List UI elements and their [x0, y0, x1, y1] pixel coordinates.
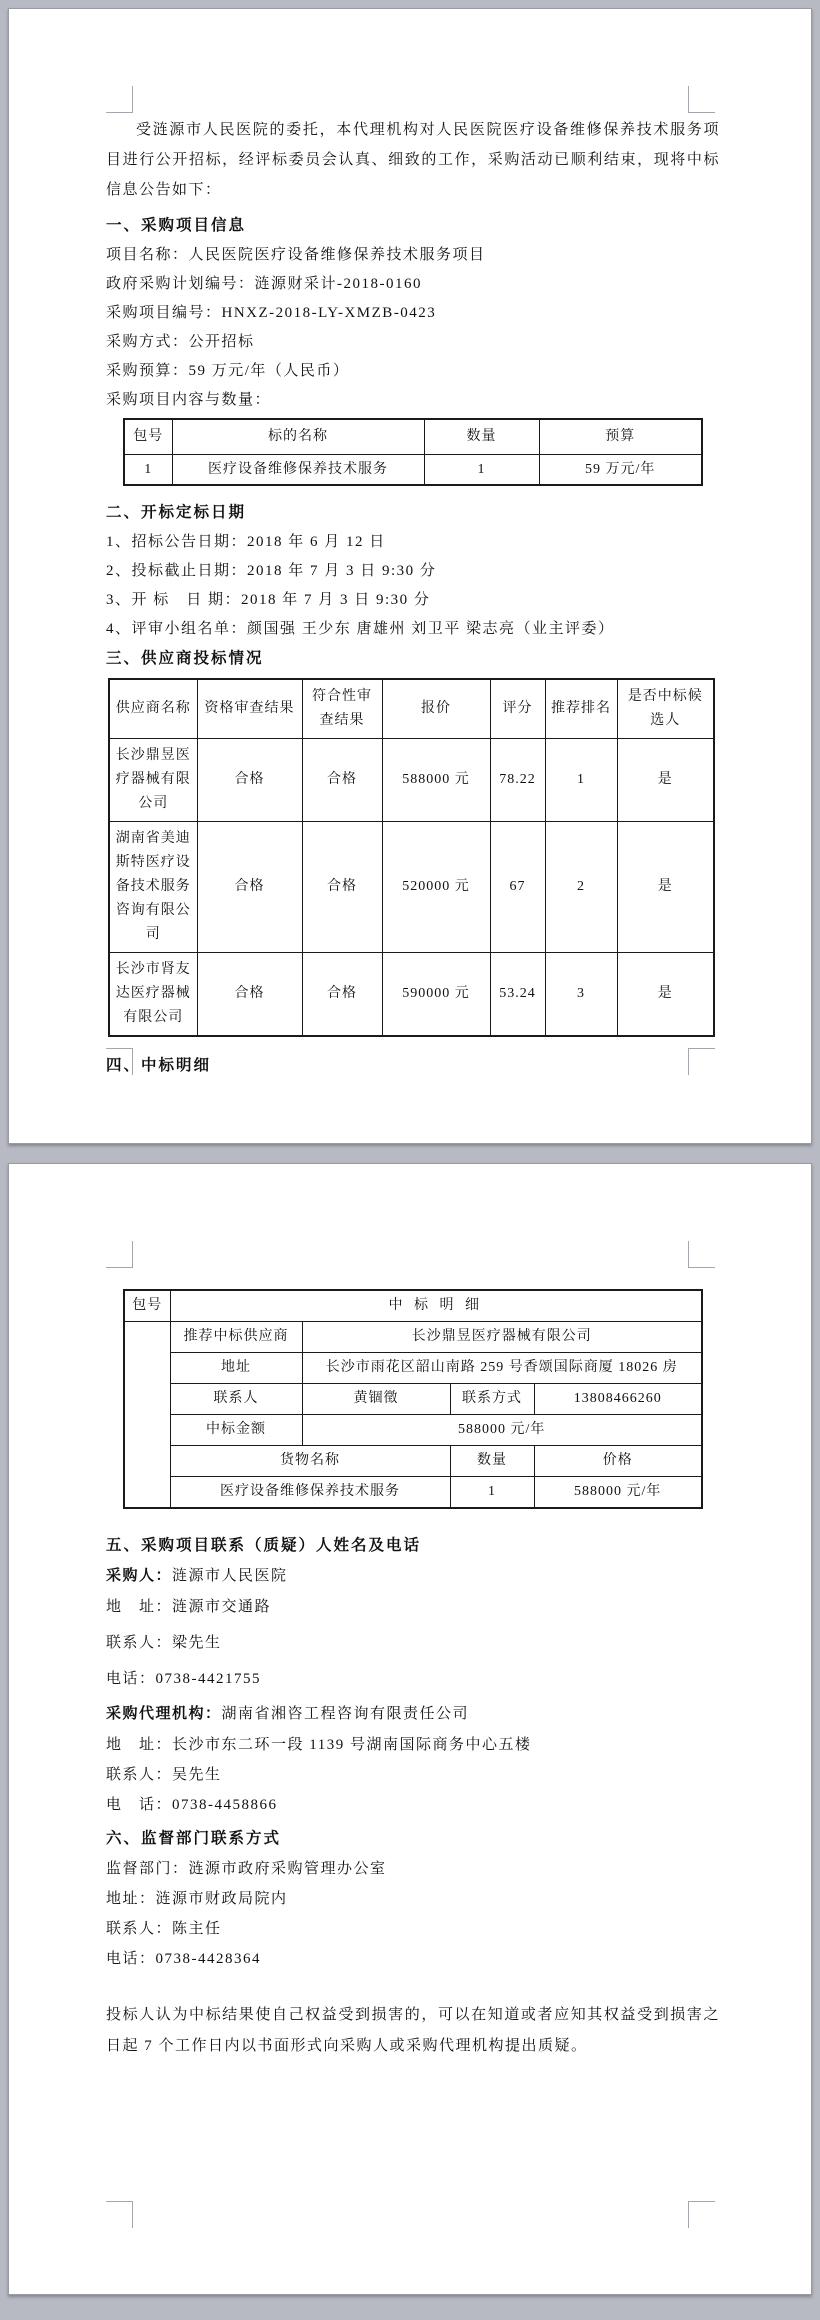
field-label: 电 话： [106, 1797, 173, 1813]
header-cell: 评分 [490, 679, 545, 739]
bid-opening-date-line: 3、开 标 日 期：2018 年 7 月 3 日 9:30 分 [106, 592, 431, 608]
field-label: 联系人： [106, 1635, 173, 1651]
document-page-2 [8, 1163, 812, 2295]
section-2-heading: 二、开标定标日期 [106, 504, 247, 521]
gov-plan-number-line: 政府采购计划编号：涟源财采计-2018-0160 [106, 276, 422, 292]
price-header-cell: 价格 [534, 1446, 702, 1477]
table-cell: 合格 [302, 822, 382, 953]
supervisor-phone-line [106, 1944, 720, 1974]
award-amount-cell: 588000 元/年 [302, 1415, 702, 1446]
supplier-name-cell: 湖南省美迪斯特医疗设备技术服务咨询有限公司 [109, 822, 197, 953]
review-panel-line: 4、评审小组名单：颜国强 王少东 唐雄州 刘卫平 梁志亮（业主评委） [106, 621, 615, 637]
field-label: 地 址： [106, 1737, 173, 1753]
table-cell: 53.24 [490, 953, 545, 1037]
table-cell: 588000 元 [382, 739, 490, 822]
field-label: 采购代理机构： [106, 1706, 222, 1722]
field-label: 地 址： [106, 1599, 173, 1615]
header-cell: 报价 [382, 679, 490, 739]
agency-phone-line [106, 1790, 720, 1820]
section-5-heading: 五、采购项目联系（质疑）人姓名及电话 [106, 1537, 422, 1554]
field-value: 梁先生 [172, 1635, 222, 1651]
field-label: 联系人： [106, 1921, 173, 1937]
table-row [124, 455, 702, 486]
awarded-supplier-cell: 长沙鼎昱医疗器械有限公司 [302, 1322, 702, 1353]
field-value: 吴先生 [172, 1767, 222, 1783]
margin-mark-bottom-right [688, 2201, 715, 2228]
table-cell: 2 [545, 822, 617, 953]
header-cell: 数量 [424, 419, 539, 455]
project-number-line: 采购项目编号：HNXZ-2018-LY-XMZB-0423 [106, 305, 437, 321]
page-1-content [9, 9, 811, 1081]
field-value: 0738-4421755 [155, 1671, 262, 1687]
package-number-cell: 包号 [124, 1290, 170, 1322]
table-row [109, 822, 714, 953]
field-label: 电话： [106, 1671, 156, 1687]
goods-price-cell: 588000 元/年 [534, 1477, 702, 1509]
goods-qty-cell: 1 [450, 1477, 534, 1509]
label-cell: 推荐中标供应商 [170, 1322, 302, 1353]
table-cell: 1 [424, 455, 539, 486]
purchaser-line [106, 1561, 720, 1592]
label-cell: 地址 [170, 1353, 302, 1384]
goods-name-cell: 医疗设备维修保养技术服务 [170, 1477, 450, 1509]
table-cell: 是 [617, 739, 714, 822]
goods-name-header-cell: 货物名称 [170, 1446, 450, 1477]
table-cell: 520000 元 [382, 822, 490, 953]
table-row [124, 1415, 702, 1446]
table-cell: 医疗设备维修保养技术服务 [172, 455, 424, 486]
supervisor-contact-line [106, 1914, 720, 1944]
table-cell: 是 [617, 953, 714, 1037]
field-label: 联系人： [106, 1767, 173, 1783]
agency-address-line [106, 1730, 720, 1760]
table-cell: 59 万元/年 [539, 455, 702, 486]
intro-paragraph: 受涟源市人民医院的委托，本代理机构对人民医院医疗设备维修保养技术服务项目进行公开招标，经评标委员会认真、细致的工作，采购活动已顺利结束，现将中标信息公告如下： [106, 122, 720, 198]
table-row [124, 1446, 702, 1477]
table-cell: 合格 [302, 739, 382, 822]
package-number-value-cell [124, 1322, 170, 1509]
award-title-cell: 中 标 明 细 [170, 1290, 702, 1322]
label-cell: 联系方式 [450, 1384, 534, 1415]
header-cell: 推荐排名 [545, 679, 617, 739]
field-value: 涟源市人民医院 [172, 1568, 288, 1584]
table-row [124, 1353, 702, 1384]
table-row [109, 739, 714, 822]
project-name-line: 项目名称：人民医院医疗设备维修保养技术服务项目 [106, 247, 486, 263]
table-header-row [124, 1290, 702, 1322]
supplier-name-cell: 长沙鼎昱医疗器械有限公司 [109, 739, 197, 822]
label-cell: 中标金额 [170, 1415, 302, 1446]
section-1-heading: 一、采购项目信息 [106, 217, 247, 234]
field-value: 长沙市东二环一段 1139 号湖南国际商务中心五楼 [172, 1737, 532, 1753]
supervisor-dept-line [106, 1854, 720, 1884]
field-value: 涟源市政府采购管理办公室 [188, 1861, 387, 1877]
document-page-1 [8, 8, 812, 1144]
field-value: 0738-4458866 [172, 1797, 278, 1813]
table-cell: 1 [124, 455, 172, 486]
purchaser-phone-line [106, 1663, 720, 1695]
announcement-date-line: 1、招标公告日期：2018 年 6 月 12 日 [106, 534, 386, 550]
header-cell: 预算 [539, 419, 702, 455]
field-label: 采购人： [106, 1568, 173, 1584]
header-cell: 标的名称 [172, 419, 424, 455]
table-cell: 67 [490, 822, 545, 953]
purchaser-contact-line [106, 1627, 720, 1659]
label-cell: 联系人 [170, 1384, 302, 1415]
field-label: 监督部门： [106, 1861, 189, 1877]
content-quantity-line: 采购项目内容与数量： [106, 392, 272, 408]
section-6-heading: 六、监督部门联系方式 [106, 1830, 282, 1847]
table-row [124, 1477, 702, 1509]
field-value: 湖南省湘咨工程咨询有限责任公司 [221, 1706, 470, 1722]
header-cell: 资格审查结果 [197, 679, 302, 739]
supervisor-address-line [106, 1884, 720, 1914]
contact-phone-cell: 13808466260 [534, 1384, 702, 1415]
supplier-bid-table [108, 678, 715, 1037]
table-cell: 合格 [197, 739, 302, 822]
table-cell: 合格 [197, 822, 302, 953]
table-cell: 1 [545, 739, 617, 822]
table-header-row [109, 679, 714, 739]
section-3-heading: 三、供应商投标情况 [106, 650, 264, 667]
table-cell: 合格 [302, 953, 382, 1037]
table-cell: 是 [617, 822, 714, 953]
margin-mark-bottom-left [106, 2201, 133, 2228]
section-4-heading: 四、中标明细 [106, 1057, 212, 1074]
qty-header-cell: 数量 [450, 1446, 534, 1477]
objection-notice-paragraph: 投标人认为中标结果使自己权益受到损害的，可以在知道或者应知其权益受到损害之日起 7 个工作日内以书面形式向采购人或采购代理机构提出质疑。 [106, 2007, 720, 2054]
header-cell: 包号 [124, 419, 172, 455]
contact-name-cell: 黄锢徵 [302, 1384, 450, 1415]
purchaser-address-line [106, 1592, 720, 1623]
package-table [123, 418, 703, 486]
field-value: 陈主任 [172, 1921, 222, 1937]
page-2-content [9, 1164, 811, 2062]
field-value: 0738-4428364 [155, 1951, 262, 1967]
header-cell: 符合性审查结果 [302, 679, 382, 739]
agency-contact-line [106, 1760, 720, 1790]
document-viewer [0, 8, 820, 2320]
table-row [124, 1322, 702, 1353]
table-cell: 78.22 [490, 739, 545, 822]
field-label: 地址： [106, 1891, 156, 1907]
agency-line [106, 1699, 720, 1730]
table-cell: 合格 [197, 953, 302, 1037]
supplier-address-cell: 长沙市雨花区韶山南路 259 号香颂国际商厦 18026 房 [302, 1353, 702, 1384]
award-detail-table [123, 1289, 703, 1509]
table-cell: 3 [545, 953, 617, 1037]
field-label: 电话： [106, 1951, 156, 1967]
supplier-name-cell: 长沙市肾友达医疗器械有限公司 [109, 953, 197, 1037]
table-row [109, 953, 714, 1037]
header-cell: 是否中标候选人 [617, 679, 714, 739]
field-value: 涟源市交通路 [172, 1599, 272, 1615]
field-value: 涟源市财政局院内 [155, 1891, 288, 1907]
bid-deadline-line: 2、投标截止日期：2018 年 7 月 3 日 9:30 分 [106, 563, 437, 579]
budget-line: 采购预算：59 万元/年（人民币） [106, 363, 350, 379]
table-row [124, 1384, 702, 1415]
header-cell: 供应商名称 [109, 679, 197, 739]
procurement-method-line: 采购方式：公开招标 [106, 334, 255, 350]
table-cell: 590000 元 [382, 953, 490, 1037]
table-header-row [124, 419, 702, 455]
